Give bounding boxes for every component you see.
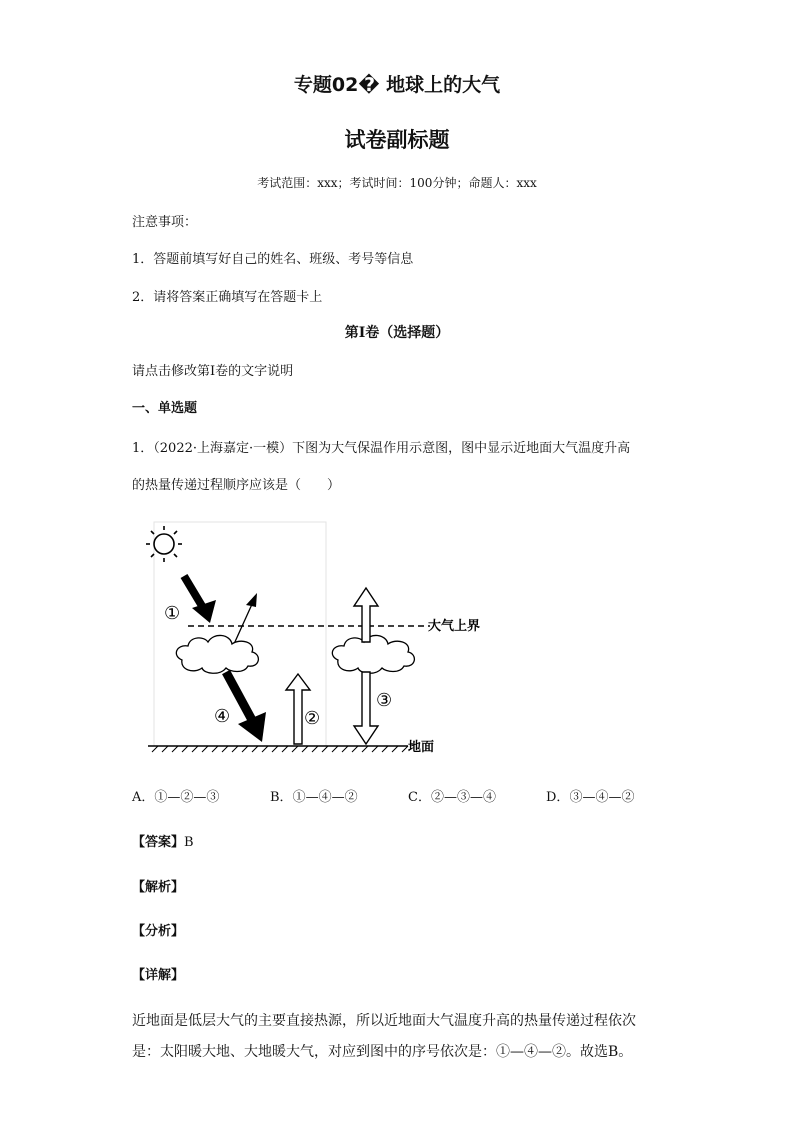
marker-3: ③ <box>376 690 393 711</box>
outgoing-radiation-arrow <box>354 588 378 642</box>
option-d-text: ③—④—② <box>569 790 635 805</box>
option-d[interactable] <box>546 786 634 805</box>
page-subtitle: 试卷副标题 <box>344 128 450 152</box>
downward-radiation-arrow <box>354 672 378 744</box>
question-stem-line2: 的热量传递过程顺序应该是（ ） <box>132 478 341 493</box>
page-title: 专题02� 地球上的大气 <box>293 74 501 96</box>
label-atmosphere-top: 大气上界 <box>428 619 481 634</box>
option-a[interactable] <box>132 786 219 805</box>
ground-surface <box>148 746 408 752</box>
detail-line1: 近地面是低层大气的主要直接热源，所以近地面大气温度升高的热量传递过程依次 <box>132 1013 636 1029</box>
answer-label: 【答案】 <box>132 835 185 850</box>
atmosphere-insulation-diagram <box>140 520 500 760</box>
label-ground: 地面 <box>408 740 435 755</box>
exam-info: 考试范围：xxx；考试时间：100分钟；命题人：xxx <box>257 176 537 190</box>
answer-line <box>132 831 194 850</box>
option-d-letter: D． <box>546 790 570 805</box>
section-title: 第I卷（选择题） <box>344 325 450 341</box>
option-b-letter: B． <box>270 790 293 805</box>
cloud-right <box>332 635 414 673</box>
question-type-heading: 一、单选题 <box>132 401 198 416</box>
note-item-1: 1．答题前填写好自己的姓名、班级、考号等信息 <box>132 252 414 267</box>
option-b[interactable] <box>270 786 358 805</box>
option-b-text: ①—④—② <box>292 790 358 805</box>
marker-1: ① <box>164 603 181 624</box>
detail-line2: 是：太阳暖大地、大地暖大气，对应到图中的序号依次是：①—④—②。故选B。 <box>132 1044 633 1060</box>
section-description: 请点击修改第I卷的文字说明 <box>132 364 294 379</box>
marker-2: ② <box>304 708 321 729</box>
option-c[interactable] <box>408 786 496 805</box>
option-a-text: ①—②—③ <box>154 790 220 805</box>
option-c-letter: C． <box>408 790 431 805</box>
notes-heading: 注意事项： <box>132 215 198 230</box>
marker-4: ④ <box>214 706 231 727</box>
answer-value: B <box>184 835 194 850</box>
question-stem-line1: 1．（2022·上海嘉定·一模）下图为大气保温作用示意图，图中显示近地面大气温度升高 <box>132 441 631 456</box>
fenxi-label: 【分析】 <box>132 924 185 939</box>
option-a-letter: A． <box>132 790 155 805</box>
analysis-label: 【解析】 <box>132 880 185 895</box>
option-c-text: ②—③—④ <box>430 790 496 805</box>
note-item-2: 2．请将答案正确填写在答题卡上 <box>132 290 323 305</box>
detail-label: 【详解】 <box>132 968 185 983</box>
